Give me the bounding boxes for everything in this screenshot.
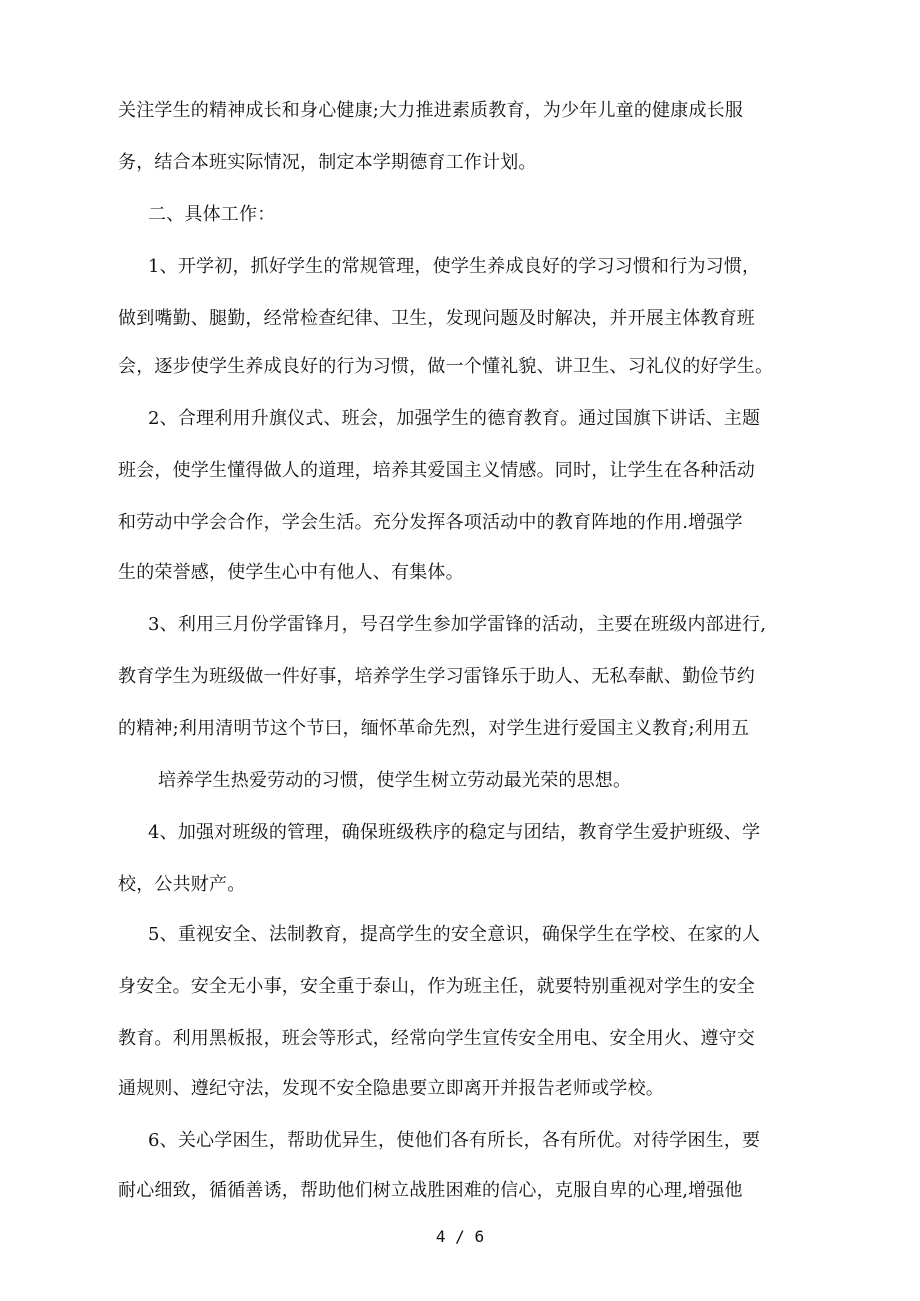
text-line-13: 的精神;利用清明节这个节曰，缅怀革命先烈，对学生进行爱国主义教育;利用五 xyxy=(118,718,750,739)
page-number: 4 / 6 xyxy=(435,1227,485,1246)
text-line-8: 班会，使学生懂得做人的道理，培养其爱国主义情感。同时，让学生在各种活动 xyxy=(118,460,755,481)
text-line-7: 2、合理利用升旗仪式、班会，加强学生的德育教育。通过国旗下讲话、主题 xyxy=(148,408,761,429)
text-line-11: 3、利用三月份学雷锋月，号召学生参加学雷锋的活动，主要在班级内部进行, xyxy=(148,614,767,635)
text-line-4: 1、开学初，抓好学生的常规管理，使学生养成良好的学习习惯和行为习惯， xyxy=(148,256,761,277)
text-line-18: 身安全。安全无小事，安全重于泰山，作为班主任，就要特别重视对学生的安全 xyxy=(118,976,755,997)
text-line-22: 耐心细致，循循善诱，帮助他们树立战胜困难的信心，克服自卑的心理,增强他 xyxy=(118,1180,743,1201)
text-line-14: 培养学生热爱劳动的习惯，使学生树立劳动最光荣的思想。 xyxy=(158,770,632,791)
text-line-12: 教育学生为班级做一件好事，培养学生学习雷锋乐于助人、无私奉献、勤俭节约 xyxy=(118,666,755,687)
text-line-16: 校，公共财产。 xyxy=(118,874,246,895)
text-line-1: 关注学生的精神成长和身心健康;大力推进素质教育，为少年儿童的健康成长服 xyxy=(118,100,744,121)
text-line-21: 6、关心学困生，帮助优异生，使他们各有所长，各有所优。对待学困生，要 xyxy=(148,1130,761,1151)
text-line-10: 生的荣誉感，使学生心中有他人、有集体。 xyxy=(118,562,464,583)
text-line-2: 务，结合本班实际情况，制定本学期德育工作计划。 xyxy=(118,152,537,173)
text-line-15: 4、加强对班级的管理，确保班级秩序的稳定与团结，教育学生爱护班级、学 xyxy=(148,822,761,843)
text-line-5: 做到嘴勤、腿勤，经常检查纪律、卫生，发现问题及时解决，并开展主体教育班 xyxy=(118,308,755,329)
text-line-19: 教育。利用黑板报，班会等形式，经常向学生宣传安全用电、安全用火、遵守交 xyxy=(118,1028,755,1049)
text-line-9: 和劳动中学会合作，学会生活。充分发挥各项活动中的教育阵地的作用.增强学 xyxy=(118,512,743,533)
text-line-20: 通规则、遵纪守法，发现不安全隐患要立即离开并报告老师或学校。 xyxy=(118,1078,664,1099)
text-line-17: 5、重视安全、法制教育，提高学生的安全意识，确保学生在学校、在家的人 xyxy=(148,924,761,945)
section-heading: 二、具体工作： xyxy=(148,204,276,225)
text-line-6: 会，逐步使学生养成良好的行为习惯，做一个懂礼貌、讲卫生、习礼仪的好学生。 xyxy=(118,356,774,377)
